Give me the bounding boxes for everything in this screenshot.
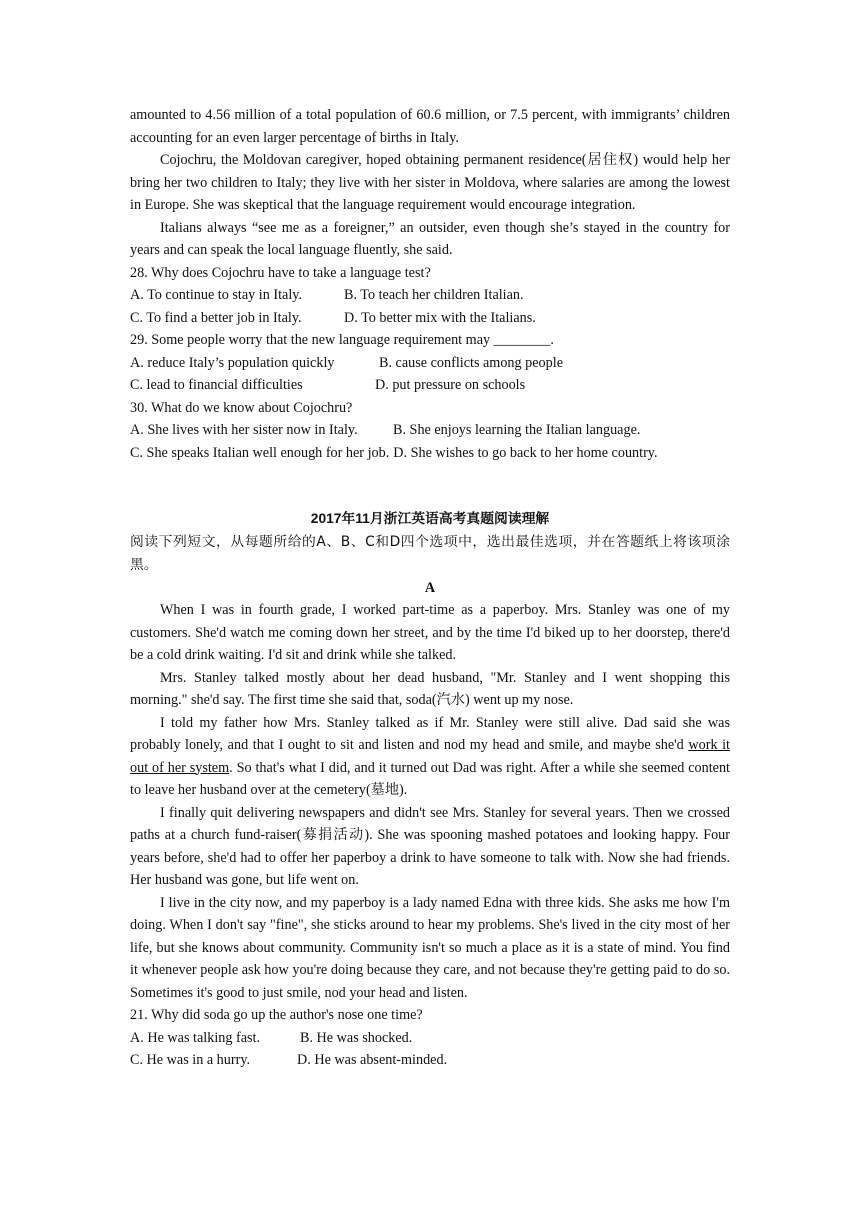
option-row — [130, 1049, 730, 1072]
text-run: . So that's what I did, and it turned out Dad was right. After a while she seemed content to leave her husband over at the cemetery(墓地). — [130, 759, 731, 798]
spacer — [130, 464, 730, 508]
text-run: I told my father how Mrs. Stanley talked as if Mr. Stanley were still alive. Dad said she was probably lonely, and that I ought to sit and listen and nod my head and smile, and maybe she'd — [130, 714, 730, 753]
section-title: 2017年11月浙江英语高考真题阅读理解 — [310, 511, 550, 526]
option-a: A. She lives with her sister now in Italy. — [130, 422, 358, 438]
option-b: B. cause conflicts among people — [379, 354, 563, 371]
underlined-phrase: work it out of her system — [130, 737, 730, 776]
passage-paragraph: When I was in fourth grade, I worked part-time as a paperboy. Mrs. Stanley was one of my customers. She'd watch me coming down her street, and by the time I'd biked up to her doorstep, there'd be a cold drink waiting. I'd sit and drink while she talked. — [130, 602, 730, 663]
option-b: B. He was shocked. — [300, 1029, 413, 1046]
option-d: D. She wishes to go back to her home country. — [393, 444, 658, 461]
option-a: A. To continue to stay in Italy. — [130, 287, 302, 303]
option-row — [130, 419, 730, 442]
option-d: D. To better mix with the Italians. — [344, 309, 536, 326]
passage-label: A — [424, 579, 436, 596]
option-row — [130, 284, 730, 307]
document-page — [130, 104, 730, 1072]
option-d: D. He was absent-minded. — [297, 1052, 448, 1068]
passage-paragraph: I finally quit delivering newspapers and didn't see Mrs. Stanley for several years. Then we crossed paths at a church fund-raiser(募捐活动). She was spooning mashed potatoes and looking happy. Four years before, she'd had to offer her paperboy a drink to have someone to talk with. Now she had friends. Her husband was gone, but life went on. — [130, 804, 730, 888]
option-row — [130, 307, 730, 330]
passage-paragraph: I live in the city now, and my paperboy is a lady named Edna with three kids. She asks me how I'm doing. When I don't say "fine", she sticks around to hear my problems. She's lived in the city most of her life, but she knows about community. Community isn't so much a place as it is a state of mind. You find it whenever people ask how you're doing because they care, and not because they're getting paid to do so. Sometimes it's good to just smile, nod your head and listen. — [130, 894, 730, 1001]
option-a: A. reduce Italy’s population quickly — [130, 354, 335, 371]
question-stem: 21. Why did soda go up the author's nose one time? — [130, 1007, 423, 1023]
option-b: B. She enjoys learning the Italian language. — [393, 422, 641, 438]
passage-paragraph: Mrs. Stanley talked mostly about her dead husband, "Mr. Stanley and I went shopping this morning." she'd say. The first time she said that, soda(汽水) went up my nose. — [130, 669, 730, 708]
option-c: C. She speaks Italian well enough for her job. — [130, 444, 390, 461]
section-instructions: 阅读下列短文，从每题所给的A、B、C和D四个选项中，选出最佳选项，并在答题纸上将该项涂黑。 — [130, 533, 730, 573]
option-c: C. lead to financial difficulties — [130, 377, 303, 393]
option-row — [130, 352, 730, 375]
question-stem: 29. Some people worry that the new language requirement may ________. — [130, 332, 554, 348]
option-b: B. To teach her children Italian. — [344, 287, 524, 303]
option-c: C. To find a better job in Italy. — [130, 309, 302, 326]
option-row — [130, 1027, 730, 1050]
passage-paragraph: Cojochru, the Moldovan caregiver, hoped obtaining permanent residence(居住权) would help her bring her two children to Italy; they live with her sister in Moldova, where salaries are among the lowest in Europe. She was skeptical that the language requirement would encourage integration. — [130, 152, 730, 213]
option-c: C. He was in a hurry. — [130, 1052, 251, 1068]
passage-paragraph — [130, 712, 730, 802]
question-stem: 30. What do we know about Cojochru? — [130, 399, 353, 416]
passage-paragraph: Italians always “see me as a foreigner,” an outsider, even though she’s stayed in the country for years and can speak the local language fluently, she said. — [130, 219, 730, 258]
option-row — [130, 442, 730, 465]
option-row — [130, 374, 730, 397]
option-a: A. He was talking fast. — [130, 1029, 261, 1046]
passage-paragraph: amounted to 4.56 million of a total population of 60.6 million, or 7.5 percent, with immigrants’ children accounting for an even larger percentage of births in Italy. — [130, 107, 730, 146]
option-d: D. put pressure on schools — [375, 377, 526, 393]
question-stem: 28. Why does Cojochru have to take a language test? — [130, 264, 431, 281]
